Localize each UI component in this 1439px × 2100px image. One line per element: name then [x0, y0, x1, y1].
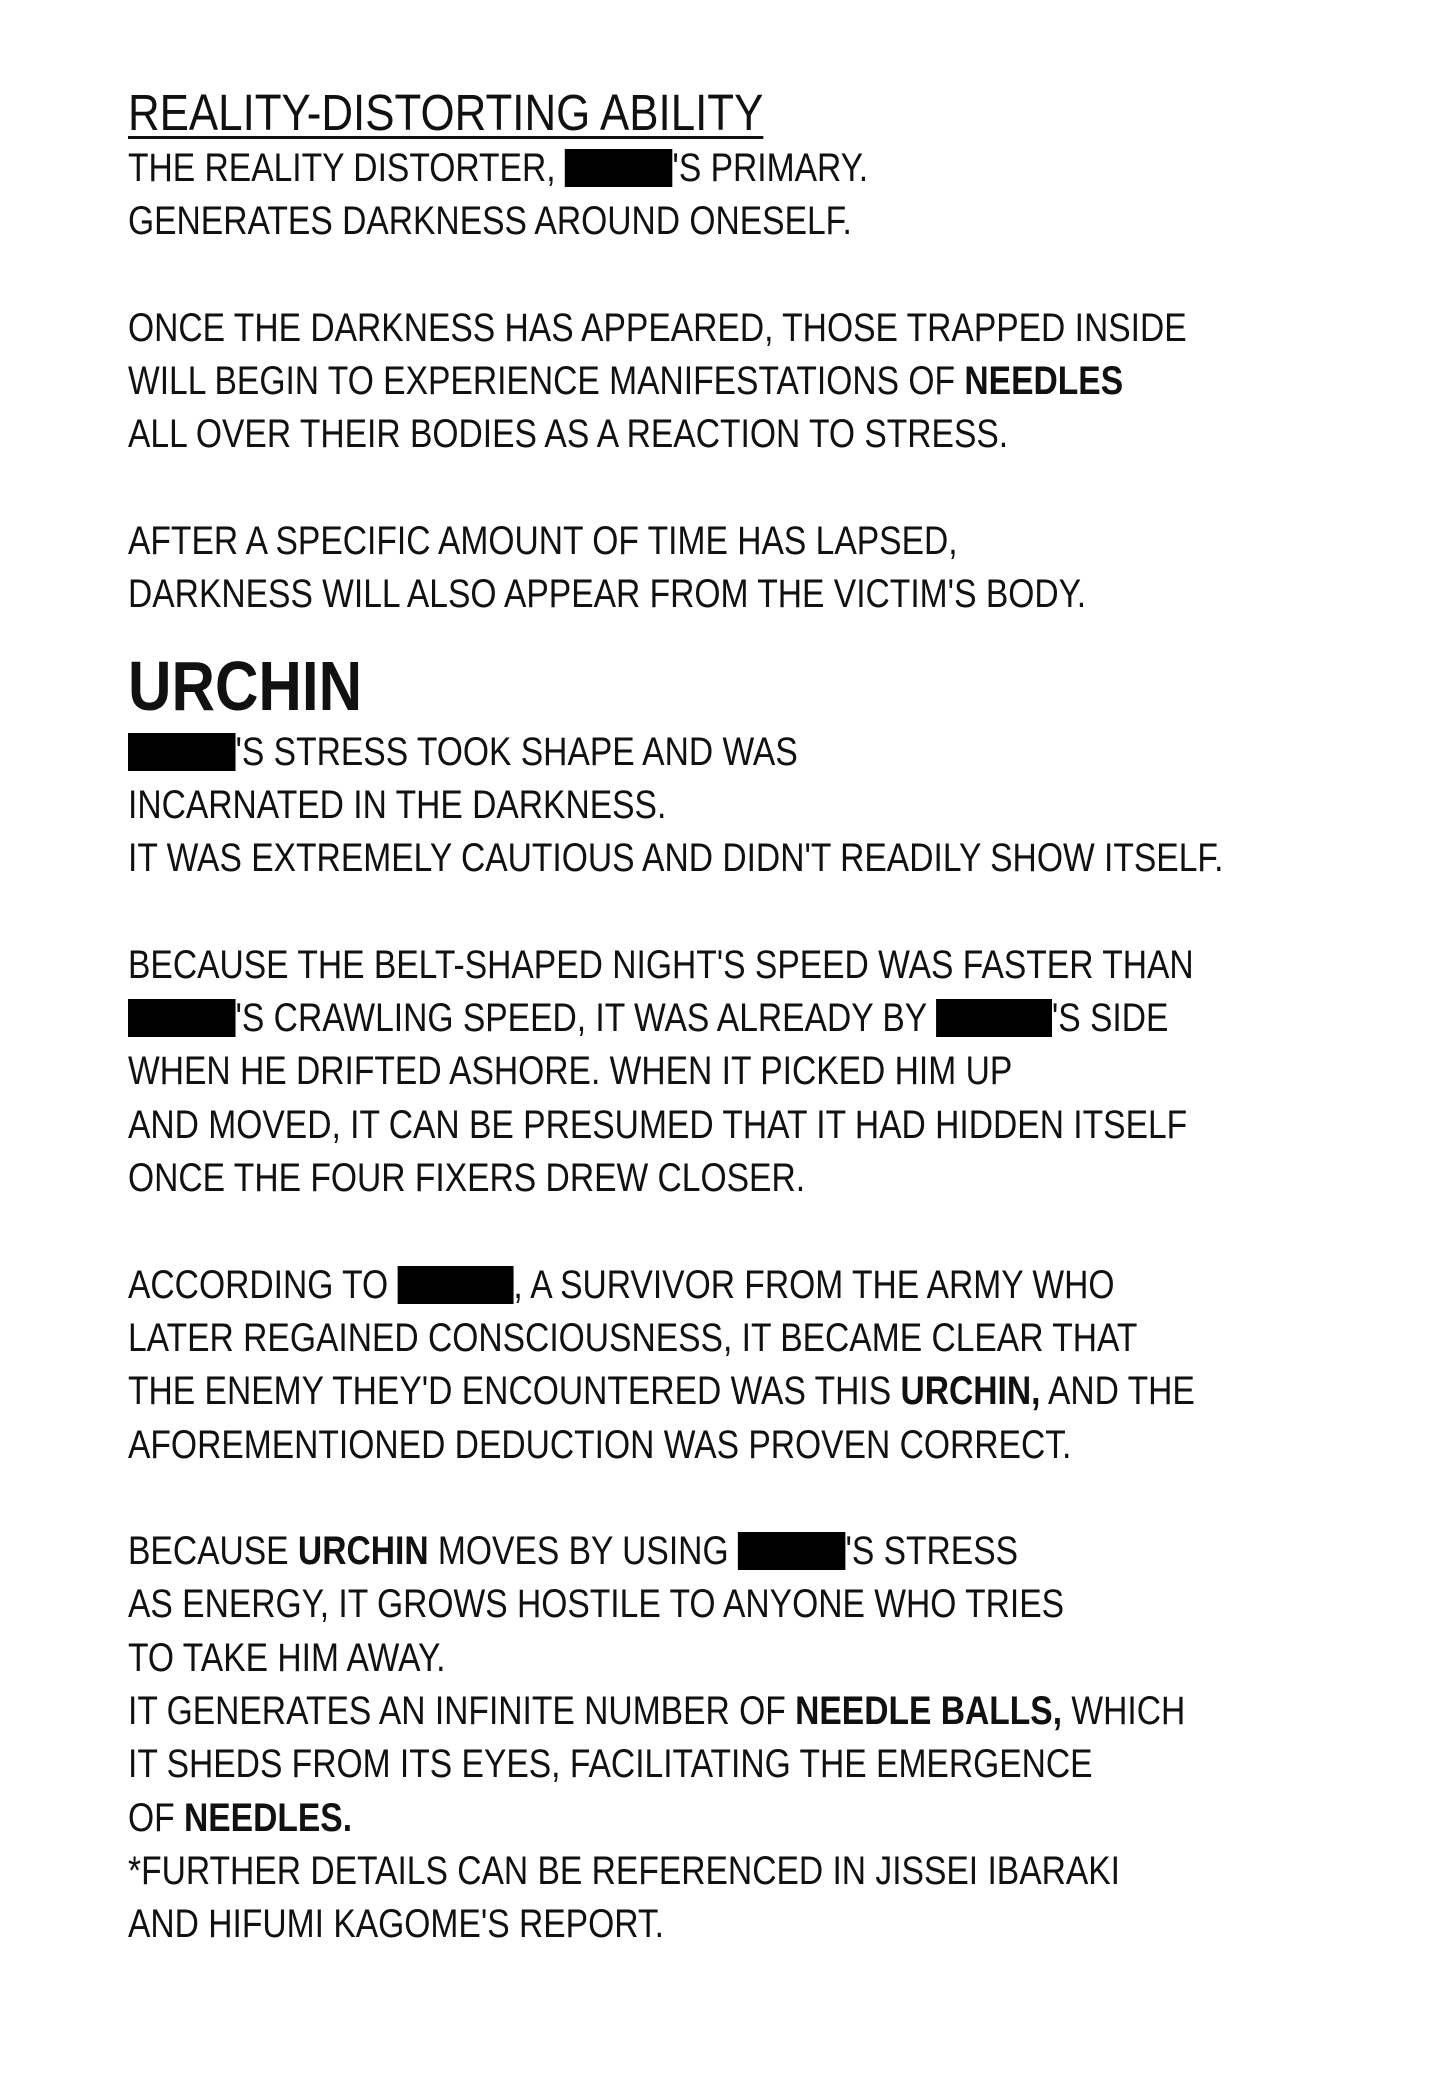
text-line: LATER REGAINED CONSCIOUSNESS, IT BECAME CLEAR THAT: [128, 1315, 1138, 1360]
redaction-bar: [397, 1266, 513, 1304]
redaction-bar: [565, 149, 673, 187]
text-line: ONCE THE FOUR FIXERS DREW CLOSER.: [128, 1156, 806, 1201]
text-line: 'S STRESS TOOK SHAPE AND WAS: [128, 726, 1136, 779]
document-page: [128, 84, 1328, 1952]
text-line: THE ENEMY THEY'D ENCOUNTERED WAS THIS URCHIN, AND THE: [128, 1369, 1195, 1414]
text-line: INCARNATED IN THE DARKNESS.: [128, 782, 667, 827]
text-line: WILL BEGIN TO EXPERIENCE MANIFESTATIONS OF NEEDLES: [128, 359, 1124, 404]
text-line: AFOREMENTIONED DEDUCTION WAS PROVEN CORRECT.: [128, 1422, 1072, 1467]
text-line: AFTER A SPECIFIC AMOUNT OF TIME HAS LAPSED,: [128, 519, 958, 564]
redaction-bar: [128, 733, 236, 771]
text-line: ONCE THE DARKNESS HAS APPEARED, THOSE TRAPPED INSIDE: [128, 305, 1187, 350]
text-line: ALL OVER THEIR BODIES AS A REACTION TO STRESS.: [128, 412, 1009, 457]
text-line: WHEN HE DRIFTED ASHORE. WHEN IT PICKED HIM UP: [128, 1049, 1013, 1094]
text-line: IT GENERATES AN INFINITE NUMBER OF NEEDLE BALLS, WHICH: [128, 1689, 1186, 1734]
redaction-bar: [738, 1532, 846, 1570]
text-line: 'S CRAWLING SPEED, IT WAS ALREADY BY 'S SIDE: [128, 992, 1136, 1045]
text-line: OF NEEDLES.: [128, 1795, 353, 1840]
emphasis-urchin: URCHIN: [297, 1529, 429, 1574]
text-line: *FURTHER DETAILS CAN BE REFERENCED IN JISSEI IBARAKI: [128, 1848, 1121, 1893]
emphasis-needles: NEEDLES.: [184, 1795, 353, 1840]
text-line: TO TAKE HIM AWAY.: [128, 1635, 446, 1680]
text-line: IT SHEDS FROM ITS EYES, FACILITATING THE EMERGENCE: [128, 1742, 1093, 1787]
text-line: AND HIFUMI KAGOME'S REPORT.: [128, 1902, 664, 1947]
text-line: THE REALITY DISTORTER, 'S PRIMARY.: [128, 146, 869, 190]
section-heading-urchin: URCHIN: [128, 646, 363, 725]
emphasis-needle-balls: NEEDLE BALLS,: [795, 1689, 1063, 1734]
text-line: IT WAS EXTREMELY CAUTIOUS AND DIDN'T READILY SHOW ITSELF.: [128, 836, 1224, 881]
text-line: ACCORDING TO , A SURVIVOR FROM THE ARMY WHO: [128, 1262, 1115, 1307]
text-line: GENERATES DARKNESS AROUND ONESELF.: [128, 199, 852, 244]
text-line: AND MOVED, IT CAN BE PRESUMED THAT IT HAD HIDDEN ITSELF: [128, 1102, 1188, 1147]
text-line: DARKNESS WILL ALSO APPEAR FROM THE VICTIM'S BODY.: [128, 572, 1087, 617]
section-heading-reality-distorting-ability: REALITY-DISTORTING ABILITY: [128, 84, 764, 141]
redaction-bar: [936, 999, 1052, 1037]
text-line: BECAUSE THE BELT-SHAPED NIGHT'S SPEED WAS FASTER THAN: [128, 942, 1194, 987]
emphasis-urchin: URCHIN,: [900, 1369, 1041, 1414]
redaction-bar: [128, 999, 236, 1037]
emphasis-needles: NEEDLES: [964, 359, 1124, 404]
text-line: BECAUSE URCHIN MOVES BY USING 'S STRESS: [128, 1529, 1019, 1574]
text-line: AS ENERGY, IT GROWS HOSTILE TO ANYONE WHO TRIES: [128, 1582, 1065, 1627]
